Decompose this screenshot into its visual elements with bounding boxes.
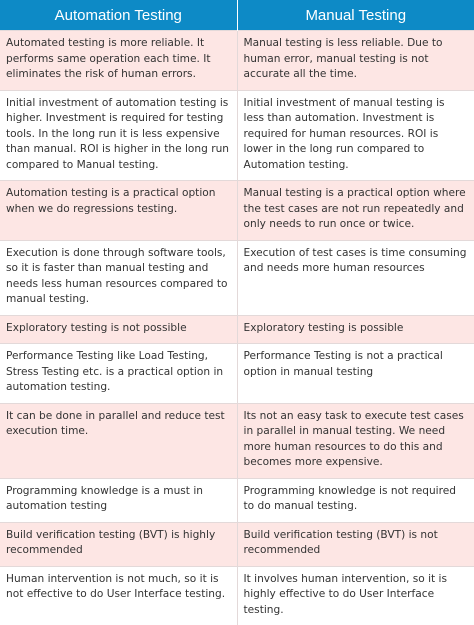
automation-cell: Build verification testing (BVT) is highly recommended [0,522,237,566]
automation-cell: Human intervention is not much, so it is not effective to do User Interface testing. [0,566,237,625]
header-manual-testing: Manual Testing [237,0,474,31]
table-row [0,478,474,522]
automation-cell: Initial investment of automation testing is higher. Investment is required for testing tools. In the long run it is less expensive than manual. ROI is higher in the long run compared to Manual testing. [0,90,237,181]
manual-cell: Performance Testing is not a practical option in manual testing [237,344,474,404]
table-body [0,31,474,625]
manual-cell: Programming knowledge is not required to do manual testing. [237,478,474,522]
manual-cell: Manual testing is a practical option where the test cases are not run repeatedly and only needs to run once or twice. [237,181,474,241]
manual-cell: Exploratory testing is possible [237,315,474,344]
automation-cell: Execution is done through software tools, so it is faster than manual testing and needs less human resources compared to manual testing. [0,240,237,315]
table-row [0,90,474,181]
table-row [0,403,474,478]
manual-cell: Execution of test cases is time consuming and needs more human resources [237,240,474,315]
table-row [0,522,474,566]
table-row [0,181,474,241]
table-row [0,344,474,404]
table-row [0,566,474,625]
automation-cell: It can be done in parallel and reduce test execution time. [0,403,237,478]
manual-cell: Manual testing is less reliable. Due to human error, manual testing is not accurate all the time. [237,31,474,91]
table-row [0,315,474,344]
manual-cell: Initial investment of manual testing is less than automation. Investment is required for human resources. ROI is lower in the long run compared to Automation testing. [237,90,474,181]
header-row [0,0,474,31]
manual-cell: It involves human intervention, so it is highly effective to do User Interface testing. [237,566,474,625]
automation-cell: Exploratory testing is not possible [0,315,237,344]
automation-cell: Programming knowledge is a must in automation testing [0,478,237,522]
automation-cell: Automated testing is more reliable. It performs same operation each time. It eliminates the risk of human errors. [0,31,237,91]
automation-cell: Automation testing is a practical option when we do regressions testing. [0,181,237,241]
header-automation-testing: Automation Testing [0,0,237,31]
automation-cell: Performance Testing like Load Testing, Stress Testing etc. is a practical option in automation testing. [0,344,237,404]
table-row [0,31,474,91]
table-row [0,240,474,315]
table-header [0,0,474,31]
manual-cell: Build verification testing (BVT) is not recommended [237,522,474,566]
manual-cell: Its not an easy task to execute test cases in parallel in manual testing. We need more human resources to do this and becomes more expensive. [237,403,474,478]
